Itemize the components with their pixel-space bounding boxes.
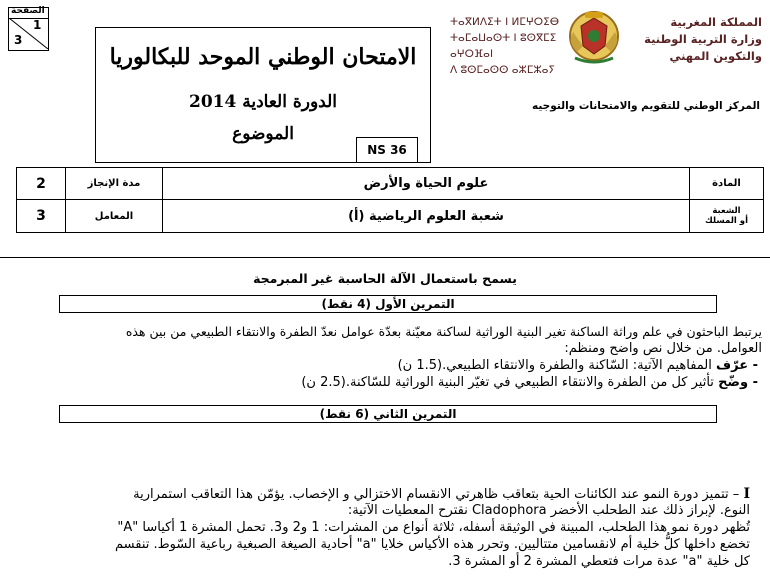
stream-value: شعبة العلوم الرياضية (أ) <box>162 199 690 233</box>
exercise-2-line-2: النوع. لإبراز ذلك عند الطحلب الأخضر Cladophora نقترح المعطيات الآتية: <box>347 503 750 518</box>
exam-info-table <box>16 167 764 233</box>
duration-value: 2 <box>16 167 66 200</box>
ministry-tifinagh <box>450 14 560 78</box>
ministry-arabic <box>622 14 762 65</box>
exercise-2-title: التمرين الثاني (6 نقط) <box>59 405 717 423</box>
task-1-text: المفاهيم الآتية: السّاكنة والطفرة والانتقاء الطبيعي.(1.5 ن) <box>397 358 712 373</box>
subject-label: المادة <box>689 167 764 200</box>
exercise-1-title: التمرين الأول (4 نقط) <box>59 295 717 313</box>
exam-subject-word: الموضوع <box>232 124 294 144</box>
exam-session: الدورة العادية 2014 <box>188 92 338 112</box>
exercise-1-task-1 <box>6 358 758 374</box>
task-2-text: تأثير كل من الطفرة والانتقاء الطبيعي في تغيّر البنية الوراثية للسّاكنة.(2.5 ن) <box>301 375 714 390</box>
ministry-line-1: المملكة المغربية <box>670 15 762 29</box>
exercise-2-line-4: تخضع داخلها كلُّ خلية أم لانقسامين متتاليين. وتحرر هذه الأكياس خلايا "a" أحادية الصيغة الصبغية رباعية السّوط. تنقسم <box>115 537 750 552</box>
duration-label: مدة الإنجاز <box>65 167 163 200</box>
task-1-verb: - عرّف <box>716 358 758 373</box>
exam-code: NS 36 <box>356 137 418 163</box>
exercise-2-line-5: كل خلية "a" عدة مرات فتعطي المشرة 2 أو المشرة 3. <box>448 554 750 569</box>
stream-label-line-2: أو المسلك <box>705 216 748 226</box>
part-marker: I <box>743 486 750 502</box>
coefficient-label: المعامل <box>65 199 163 233</box>
page-label: الصفحة <box>11 6 45 16</box>
task-2-verb: - وضّح <box>718 375 758 390</box>
coat-of-arms-icon <box>563 6 625 68</box>
subject-value: علوم الحياة والأرض <box>162 167 690 200</box>
tifinagh-line-3: ⴷ ⵓⵙⵎⴰⵙⵙ ⴰⵣⵎⵣⴰⵢ <box>450 64 556 76</box>
exercise-2-line-1-text: – تتميز دورة النمو عند الكائنات الحية بتعاقب ظاهرتي الانقسام الاختزالي و الإخصاب. يؤمّن هذا التعاقب استمرارية <box>133 487 740 502</box>
page-current: 1 <box>33 18 42 32</box>
page-number-badge <box>8 7 49 51</box>
evaluation-center: المركز الوطني للتقويم والامتحانات والتوجيه <box>532 100 760 112</box>
exercise-1-task-2 <box>6 375 758 391</box>
stream-label-line-1: الشعبة <box>712 206 741 216</box>
exercise-2-line-1 <box>6 486 750 503</box>
ministry-line-3: والتكوين المهني <box>669 49 762 63</box>
exercise-1-intro-line-1: يرتبط الباحثون في علم وراثة الساكنة تغير البنية الوراثية لساكنة معيّنة بعدّة عوامل نعدّ الطفرة والانتقاء الطبيعي من بين هذه <box>125 324 762 339</box>
tifinagh-line-1: ⵜⴰⴳⵍⴷⵉⵜ ⵏ ⵍⵎⵖⵔⵉⴱ <box>450 16 560 28</box>
stream-label <box>689 199 764 233</box>
coefficient-value: 3 <box>16 199 66 233</box>
calculator-note: يسمح باستعمال الآلة الحاسبة غير المبرمجة <box>253 271 517 286</box>
exam-main-title: الامتحان الوطني الموحد للبكالوريا <box>109 44 417 70</box>
page-total: 3 <box>14 33 23 47</box>
ministry-line-2: وزارة التربية الوطنية <box>644 32 762 46</box>
section-divider <box>0 257 770 258</box>
exercise-1-intro-line-2: العوامل. من خلال نص واضح ومنظم: <box>564 341 762 356</box>
exercise-2-line-3: تُظهر دورة نمو هذا الطحلب، المبينة في الوثيقة أسفله، ثلاثة أنواع من المشرات: 1 و2 و3. تحمل المشرة 1 أكياسا "A" <box>117 520 750 535</box>
tifinagh-line-2: ⵜⴰⵎⴰⵡⴰⵙⵜ ⵏ ⵓⵙⴳⵎⵉ ⴰⵖⵔⴼⴰⵏ <box>450 32 557 60</box>
